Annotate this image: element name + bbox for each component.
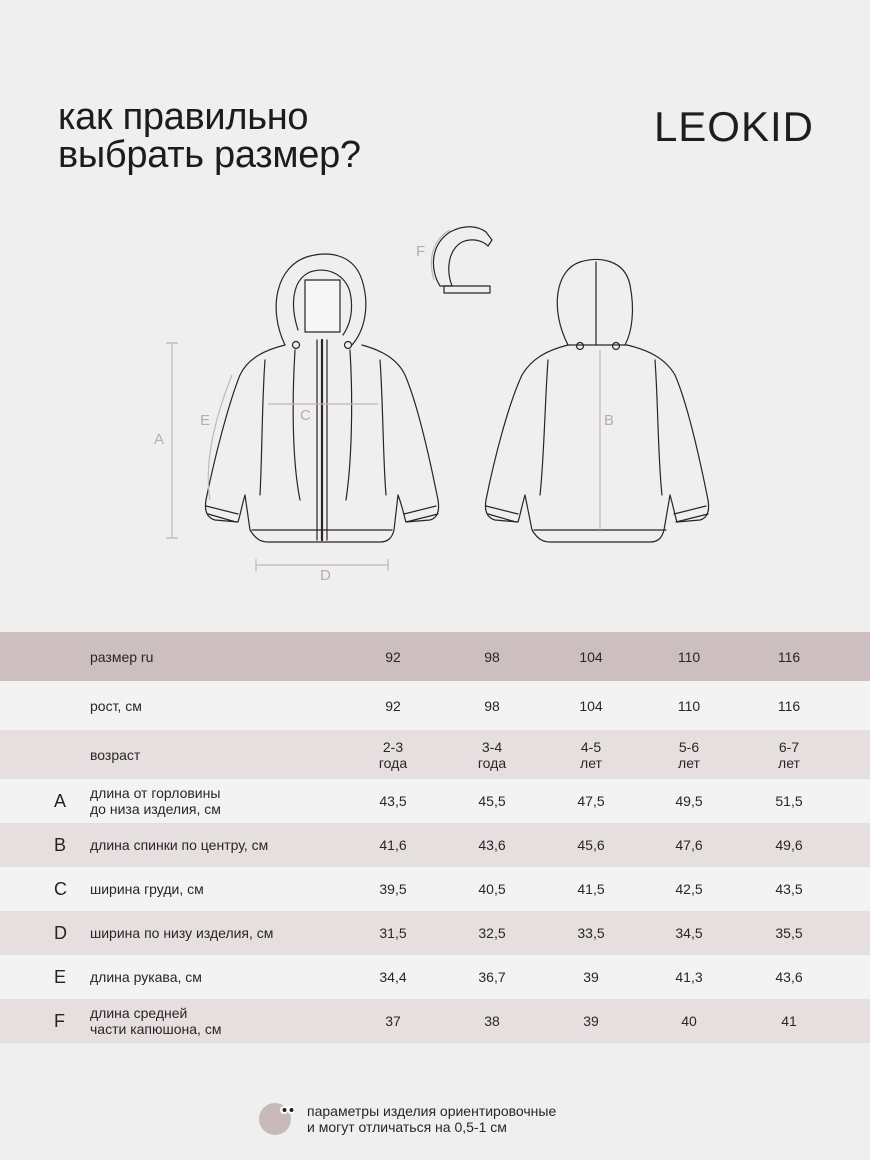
table-cell: 43,6 <box>478 837 506 853</box>
table-cell: 40,5 <box>478 881 506 897</box>
table-cell: 47,5 <box>577 793 605 809</box>
table-cell: 39 <box>583 1013 599 1029</box>
row-label: длина рукава, см <box>90 969 202 985</box>
table-cell: 42,5 <box>675 881 703 897</box>
table-cell: 34,4 <box>379 969 407 985</box>
row-letter: C <box>54 878 67 899</box>
label-f: F <box>416 243 426 260</box>
table-cell: 36,7 <box>478 969 506 985</box>
table-cell: 43,5 <box>775 881 803 897</box>
table-cell: 41,5 <box>577 881 605 897</box>
table-cell: 98 <box>484 648 500 665</box>
table-cell: 116 <box>777 697 801 714</box>
page-title: как правильно выбрать размер? <box>58 96 361 176</box>
jacket-diagram <box>0 200 870 600</box>
table-cell: 33,5 <box>577 925 605 941</box>
table-cell: 41,3 <box>675 969 703 985</box>
table-cell: 39,5 <box>379 881 407 897</box>
row-label: возраст <box>90 746 141 763</box>
table-cell: 43,5 <box>379 793 407 809</box>
table-cell: 37 <box>385 1013 401 1029</box>
table-cell: 43,6 <box>775 969 803 985</box>
table-row <box>0 681 870 730</box>
table-row <box>0 999 870 1043</box>
table-cell: 6-7 лет <box>778 738 800 771</box>
table-cell: 35,5 <box>775 925 803 941</box>
table-cell: 110 <box>677 648 701 665</box>
row-letter: F <box>54 1010 65 1031</box>
table-cell: 40 <box>681 1013 697 1029</box>
table-row <box>0 955 870 999</box>
row-label: ширина по низу изделия, см <box>90 925 274 941</box>
table-row <box>0 867 870 911</box>
label-a: A <box>154 431 165 448</box>
table-cell: 51,5 <box>775 793 803 809</box>
table-cell: 116 <box>777 648 801 665</box>
brand-logo: LEOKID <box>653 103 814 150</box>
row-label: длина средней части капюшона, см <box>90 1005 222 1037</box>
table-cell: 49,5 <box>675 793 703 809</box>
table-cell: 104 <box>579 648 603 665</box>
table-cell: 2-3 года <box>378 738 408 771</box>
table-cell: 98 <box>484 697 500 714</box>
table-cell: 32,5 <box>478 925 506 941</box>
size-table <box>0 632 870 1043</box>
row-letter: E <box>54 966 67 987</box>
row-label: рост, см <box>90 697 142 714</box>
table-row <box>0 911 870 955</box>
table-cell: 92 <box>385 648 401 665</box>
table-cell: 4-5 лет <box>580 738 602 771</box>
row-letter: A <box>54 790 67 811</box>
table-cell: 5-6 лет <box>678 738 700 771</box>
row-label: ширина груди, см <box>90 881 204 897</box>
table-row <box>0 730 870 779</box>
label-d: D <box>320 567 331 584</box>
label-b: B <box>604 412 615 429</box>
mascot-icon <box>258 1101 298 1137</box>
row-letter: D <box>54 922 67 943</box>
table-cell: 41 <box>781 1013 797 1029</box>
table-cell: 49,6 <box>775 837 803 853</box>
table-cell: 45,6 <box>577 837 605 853</box>
label-e: E <box>200 412 211 429</box>
table-cell: 38 <box>484 1013 500 1029</box>
row-label: длина спинки по центру, см <box>90 837 269 853</box>
table-cell: 39 <box>583 969 599 985</box>
table-cell: 110 <box>677 697 701 714</box>
table-cell: 104 <box>579 697 603 714</box>
table-cell: 31,5 <box>379 925 407 941</box>
row-letter: B <box>54 834 67 855</box>
table-header-row <box>0 632 870 681</box>
table-row <box>0 823 870 867</box>
table-cell: 41,6 <box>379 837 407 853</box>
row-label: длина от горловины до низа изделия, см <box>90 785 221 817</box>
table-row <box>0 779 870 823</box>
table-cell: 47,6 <box>675 837 703 853</box>
table-cell: 3-4 года <box>477 738 507 771</box>
label-c: C <box>300 407 311 424</box>
table-cell: 45,5 <box>478 793 506 809</box>
row-label: размер ru <box>90 648 154 665</box>
table-cell: 92 <box>385 697 401 714</box>
table-cell: 34,5 <box>675 925 703 941</box>
disclaimer-note: параметры изделия ориентировочные и могут отличаться на 0,5-1 см <box>307 1103 557 1135</box>
